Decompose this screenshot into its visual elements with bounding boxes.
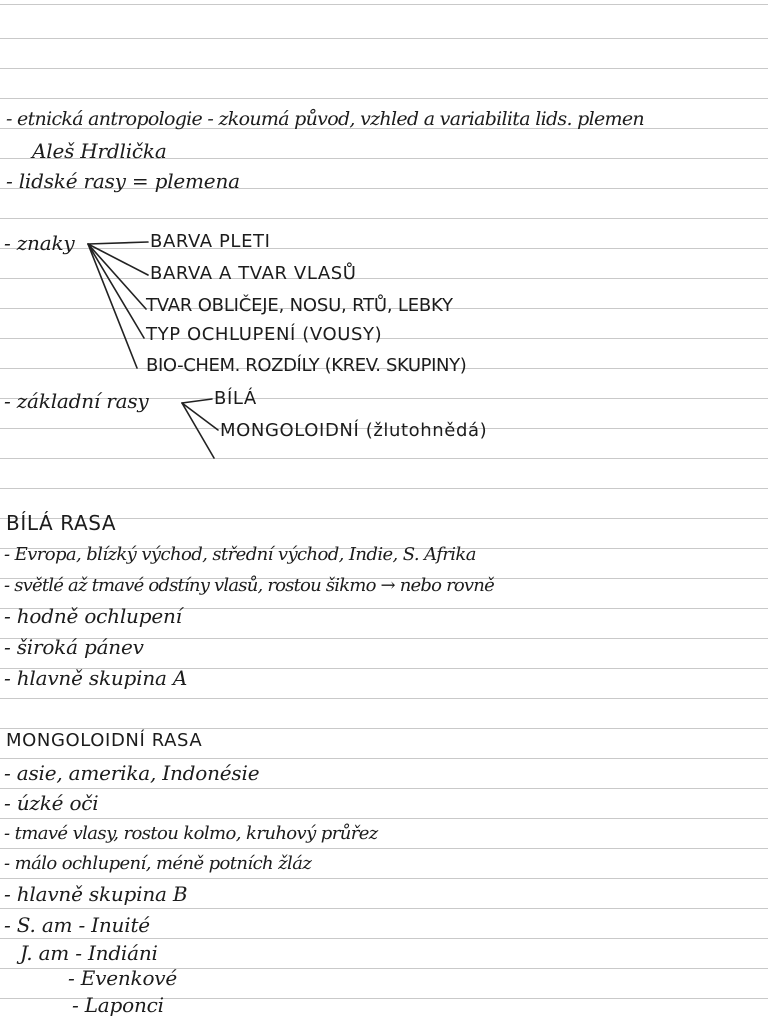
intro-line-1: - etnická antropologie - zkoumá původ, vzhled a variabilita lids. plemen [6, 108, 644, 130]
rasy-branch-2 [182, 403, 218, 430]
mongoloidni-item-2: - úzké oči [4, 791, 99, 815]
rasy-branch-3 [182, 403, 214, 458]
mongoloidni-item-7: J. am - Indiáni [20, 941, 158, 965]
zakladni-rasy-item-2: MONGOLOIDNÍ (žlutohnědá) [220, 420, 488, 441]
zakladni-rasy-label: - základní rasy [4, 389, 149, 413]
mongoloidni-item-3: - tmavé vlasy, rostou kolmo, kruhový průřez [4, 823, 378, 844]
bila-rasa-heading: BÍLÁ RASA [6, 511, 117, 535]
znaky-item-1: BARVA PLETI [150, 231, 271, 252]
mongoloidni-item-9: - Laponci [72, 993, 164, 1017]
mongoloidni-item-8: - Evenkové [68, 966, 178, 990]
bila-rasa-item-3: - hodně ochlupení [4, 604, 182, 628]
znaky-item-5: BIO-CHEM. ROZDÍLY (KREV. SKUPINY) [146, 355, 467, 376]
bila-rasa-item-2: - světlé až tmavé odstíny vlasů, rostou šikmo → nebo rovně [4, 575, 494, 596]
bila-rasa-item-1: - Evropa, blízký východ, střední východ, Indie, S. Afrika [4, 544, 476, 565]
bila-rasa-item-4: - široká pánev [4, 635, 144, 659]
intro-line-2: Aleš Hrdlička [32, 139, 167, 163]
intro-line-3: - lidské rasy = plemena [6, 169, 240, 193]
znaky-item-2: BARVA A TVAR VLASŮ [150, 263, 357, 284]
znaky-item-4: TYP OCHLUPENÍ (VOUSY) [146, 324, 383, 345]
bila-rasa-item-5: - hlavně skupina A [4, 666, 188, 690]
mongoloidni-item-4: - málo ochlupení, méně potních žláz [4, 853, 312, 874]
znaky-branch-3 [88, 244, 146, 309]
znaky-item-3: TVAR OBLIČEJE, NOSU, RTŮ, LEBKY [146, 295, 453, 316]
mongoloidni-item-6: - S. am - Inuité [4, 913, 150, 937]
zakladni-rasy-item-1: BÍLÁ [214, 388, 257, 409]
znaky-branch-5 [88, 244, 137, 368]
rasy-branch-1 [182, 399, 212, 403]
znaky-label: - znaky [4, 231, 75, 255]
mongoloidni-rasa-heading: MONGOLOIDNÍ RASA [6, 730, 203, 751]
mongoloidni-item-1: - asie, amerika, Indonésie [4, 761, 260, 785]
mongoloidni-item-5: - hlavně skupina B [4, 882, 188, 906]
znaky-branch-1 [88, 242, 148, 244]
